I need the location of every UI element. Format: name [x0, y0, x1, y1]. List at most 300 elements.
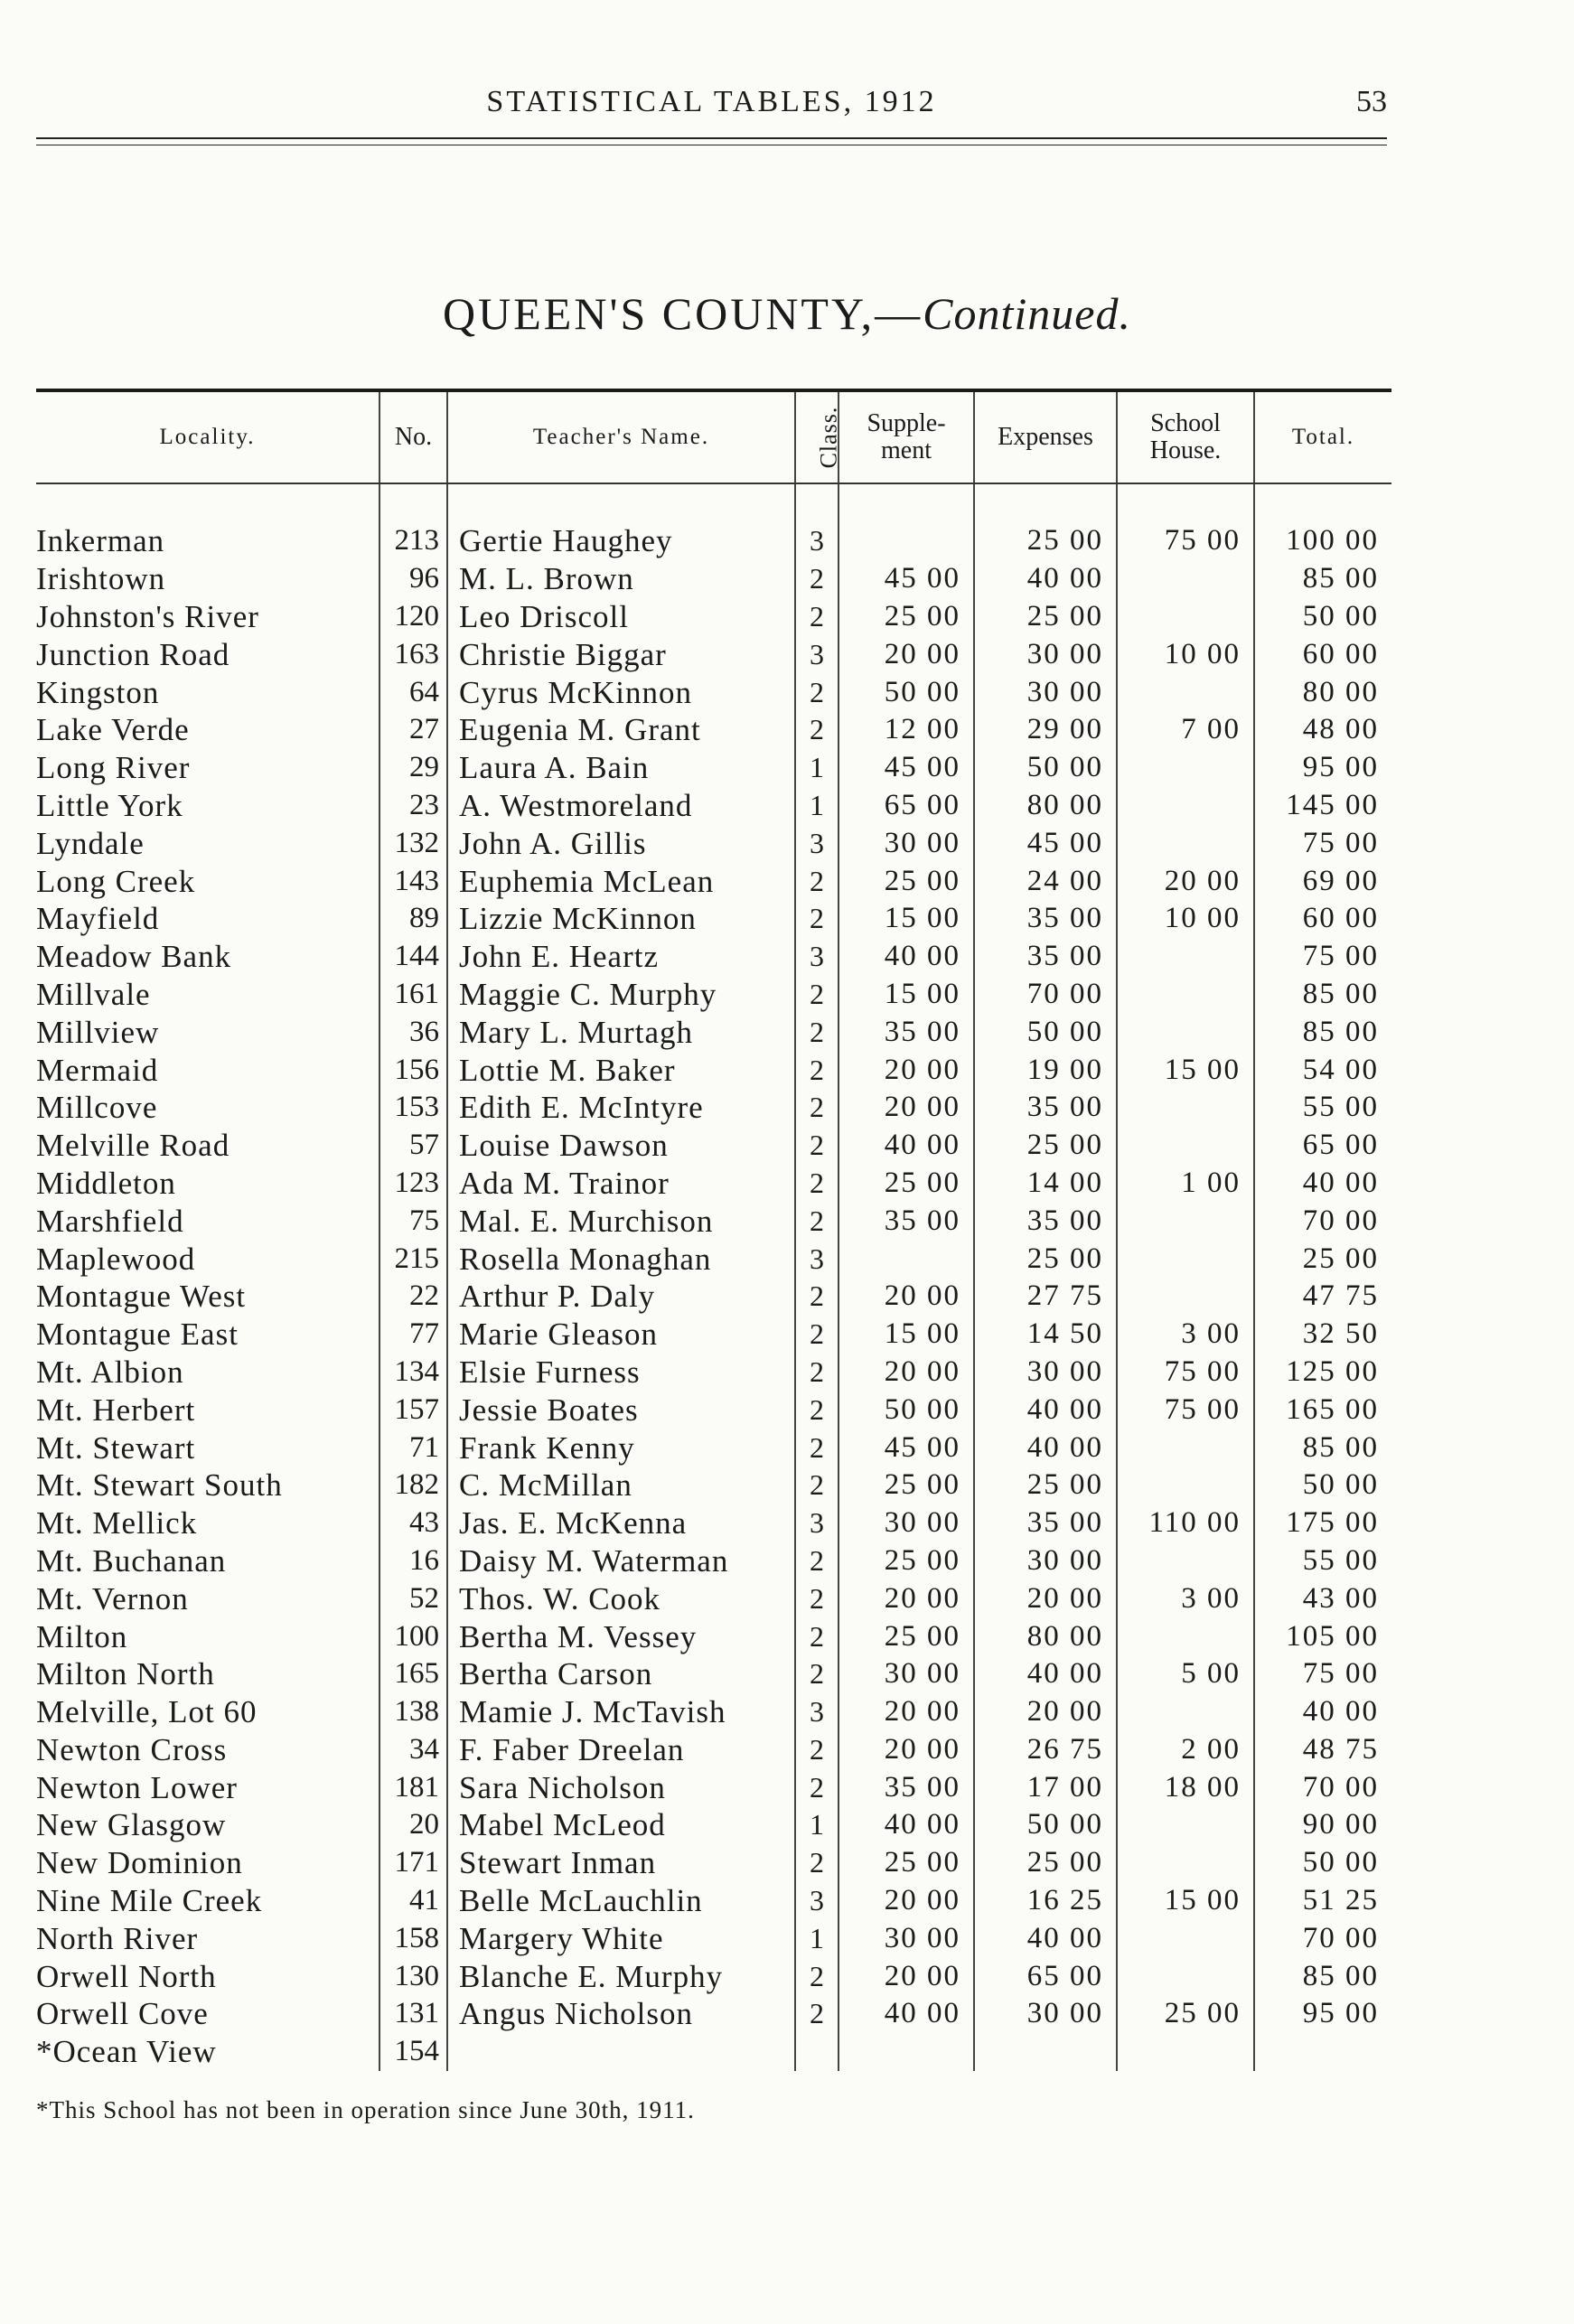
- cell-supplement: 15 00: [839, 1316, 974, 1354]
- cell-locality: Millview: [36, 1014, 160, 1050]
- cell-class: 2: [795, 711, 839, 749]
- cell-expenses: 50 00: [974, 1806, 1117, 1844]
- cell-expenses: 65 00: [974, 1957, 1117, 1995]
- cell-class: 2: [795, 1051, 839, 1089]
- column-no: No.: [379, 392, 447, 483]
- cell-teacher-name: [447, 2033, 795, 2071]
- cell-supplement: 12 00: [839, 711, 974, 749]
- cell-school-house: 2 00: [1117, 1731, 1254, 1769]
- cell-school-house: 75 00: [1117, 1354, 1254, 1392]
- cell-expenses: 25 00: [974, 1240, 1117, 1278]
- table-row: [36, 1957, 1391, 1995]
- cell-school-no: 181: [379, 1768, 447, 1806]
- cell-expenses: 25 00: [974, 1467, 1117, 1504]
- cell-class: 1: [795, 749, 839, 787]
- running-title: STATISTICAL TABLES, 1912: [486, 85, 937, 118]
- cell-locality: Long Creek: [36, 863, 196, 899]
- cell-supplement: [839, 522, 974, 560]
- cell-supplement: [839, 1240, 974, 1278]
- cell-total: 85 00: [1254, 1957, 1391, 1995]
- cell-teacher-name: Blanche E. Murphy: [447, 1957, 795, 1995]
- cell-class: 1: [795, 787, 839, 825]
- cell-class: 2: [795, 1165, 839, 1203]
- cell-supplement: 45 00: [839, 1429, 974, 1467]
- cell-class: 3: [795, 635, 839, 673]
- cell-expenses: 27 75: [974, 1278, 1117, 1316]
- cell-locality: Irishtown: [36, 561, 166, 597]
- cell-school-no: 100: [379, 1617, 447, 1655]
- cell-class: 2: [795, 598, 839, 636]
- cell-expenses: 35 00: [974, 1089, 1117, 1127]
- cell-school-house: 18 00: [1117, 1768, 1254, 1806]
- cell-locality: Meadow Bank: [36, 939, 232, 975]
- cell-total: 51 25: [1254, 1882, 1391, 1920]
- column-teacher: Teacher's Name.: [447, 392, 795, 483]
- table-row: [36, 1165, 1391, 1203]
- cell-supplement: 40 00: [839, 938, 974, 976]
- cell-teacher-name: Thos. W. Cook: [447, 1579, 795, 1617]
- cell-expenses: 40 00: [974, 1655, 1117, 1693]
- cell-expenses: 24 00: [974, 862, 1117, 900]
- cell-school-no: 43: [379, 1504, 447, 1542]
- cell-total: 175 00: [1254, 1504, 1391, 1542]
- cell-school-house: [1117, 1278, 1254, 1316]
- table-row: [36, 1995, 1391, 2033]
- cell-school-no: 64: [379, 673, 447, 711]
- cell-school-house: [1117, 1240, 1254, 1278]
- cell-supplement: 30 00: [839, 1504, 974, 1542]
- cell-locality: Little York: [36, 787, 183, 823]
- cell-teacher-name: Laura A. Bain: [447, 749, 795, 787]
- cell-class: 2: [795, 1995, 839, 2033]
- cell-expenses: 50 00: [974, 1013, 1117, 1051]
- cell-school-house: [1117, 1919, 1254, 1957]
- table-row: [36, 1731, 1391, 1769]
- cell-school-no: 77: [379, 1316, 447, 1354]
- cell-school-no: 23: [379, 787, 447, 825]
- cell-expenses: 16 25: [974, 1882, 1117, 1920]
- cell-class: 3: [795, 1504, 839, 1542]
- cell-school-no: 171: [379, 1844, 447, 1882]
- cell-school-no: 41: [379, 1882, 447, 1920]
- cell-expenses: 20 00: [974, 1693, 1117, 1731]
- table-row: [36, 598, 1391, 636]
- cell-class: 2: [795, 673, 839, 711]
- cell-school-no: 132: [379, 824, 447, 862]
- cell-expenses: 35 00: [974, 938, 1117, 976]
- table-row: [36, 862, 1391, 900]
- cell-school-house: [1117, 938, 1254, 976]
- cell-school-no: 165: [379, 1655, 447, 1693]
- cell-teacher-name: Bertha Carson: [447, 1655, 795, 1693]
- cell-locality: North River: [36, 1920, 199, 1956]
- cell-locality: Mt. Vernon: [36, 1580, 189, 1616]
- cell-expenses: 30 00: [974, 1354, 1117, 1392]
- cell-expenses: 25 00: [974, 1844, 1117, 1882]
- cell-school-house: 3 00: [1117, 1316, 1254, 1354]
- cell-teacher-name: Christie Biggar: [447, 635, 795, 673]
- table-row: [36, 673, 1391, 711]
- table-row: [36, 1429, 1391, 1467]
- cell-expenses: 19 00: [974, 1051, 1117, 1089]
- cell-school-house: 10 00: [1117, 635, 1254, 673]
- cell-locality: Mt. Albion: [36, 1354, 184, 1390]
- cell-teacher-name: Euphemia McLean: [447, 862, 795, 900]
- cell-locality: New Dominion: [36, 1845, 243, 1881]
- cell-locality: Newton Cross: [36, 1731, 228, 1767]
- cell-locality: Maplewood: [36, 1241, 196, 1277]
- cell-locality: Milton: [36, 1618, 128, 1654]
- cell-school-no: 144: [379, 938, 447, 976]
- county-title-main: QUEEN'S COUNTY,—: [443, 288, 923, 339]
- cell-school-house: 15 00: [1117, 1051, 1254, 1089]
- cell-locality: Milton North: [36, 1656, 215, 1692]
- cell-locality: New Glasgow: [36, 1807, 227, 1843]
- cell-teacher-name: Louise Dawson: [447, 1127, 795, 1165]
- cell-school-no: 27: [379, 711, 447, 749]
- cell-teacher-name: Edith E. McIntyre: [447, 1089, 795, 1127]
- cell-class: 2: [795, 1391, 839, 1429]
- cell-total: 75 00: [1254, 824, 1391, 862]
- cell-teacher-name: Rosella Monaghan: [447, 1240, 795, 1278]
- cell-supplement: 20 00: [839, 1957, 974, 1995]
- column-supplement-line2: ment: [881, 436, 932, 464]
- cell-teacher-name: Bertha M. Vessey: [447, 1617, 795, 1655]
- table-row: [36, 1655, 1391, 1693]
- table-row: [36, 1051, 1391, 1089]
- cell-class: 3: [795, 824, 839, 862]
- cell-school-no: 96: [379, 560, 447, 598]
- table-row: [36, 1127, 1391, 1165]
- cell-supplement: 40 00: [839, 1806, 974, 1844]
- cell-class: 2: [795, 862, 839, 900]
- cell-total: 60 00: [1254, 635, 1391, 673]
- county-title: [0, 287, 1574, 340]
- cell-school-house: [1117, 598, 1254, 636]
- table-row: [36, 1919, 1391, 1957]
- cell-teacher-name: Mal. E. Murchison: [447, 1202, 795, 1240]
- table-row: [36, 938, 1391, 976]
- cell-school-house: [1117, 1844, 1254, 1882]
- cell-school-no: 75: [379, 1202, 447, 1240]
- page-number: 53: [1356, 85, 1387, 118]
- cell-supplement: 25 00: [839, 1165, 974, 1203]
- column-locality: Locality.: [36, 392, 379, 483]
- cell-total: 80 00: [1254, 673, 1391, 711]
- cell-expenses: 30 00: [974, 635, 1117, 673]
- cell-supplement: 40 00: [839, 1995, 974, 2033]
- cell-supplement: 35 00: [839, 1202, 974, 1240]
- cell-total: 95 00: [1254, 1995, 1391, 2033]
- cell-class: 2: [795, 1013, 839, 1051]
- cell-total: 55 00: [1254, 1089, 1391, 1127]
- cell-class: 2: [795, 976, 839, 1014]
- cell-school-house: [1117, 749, 1254, 787]
- cell-school-no: 156: [379, 1051, 447, 1089]
- cell-supplement: 20 00: [839, 1693, 974, 1731]
- cell-locality: Johnston's River: [36, 598, 259, 634]
- cell-school-house: 110 00: [1117, 1504, 1254, 1542]
- table-row: [36, 1844, 1391, 1882]
- cell-locality: Montague East: [36, 1317, 239, 1353]
- cell-school-house: 3 00: [1117, 1579, 1254, 1617]
- cell-expenses: 14 00: [974, 1165, 1117, 1203]
- table-row: [36, 2033, 1391, 2071]
- cell-locality: Millcove: [36, 1090, 158, 1126]
- cell-locality: Montague West: [36, 1279, 247, 1315]
- cell-class: 3: [795, 1240, 839, 1278]
- cell-total: 54 00: [1254, 1051, 1391, 1089]
- cell-supplement: 20 00: [839, 1579, 974, 1617]
- cell-locality: Mermaid: [36, 1052, 159, 1088]
- cell-locality: Marshfield: [36, 1203, 184, 1239]
- cell-supplement: 30 00: [839, 1919, 974, 1957]
- cell-school-no: 134: [379, 1354, 447, 1392]
- table-row: [36, 1504, 1391, 1542]
- cell-school-no: 131: [379, 1995, 447, 2033]
- cell-class: 3: [795, 1693, 839, 1731]
- cell-locality: Long River: [36, 750, 191, 786]
- page-header: [36, 85, 1387, 130]
- cell-school-house: 25 00: [1117, 1995, 1254, 2033]
- cell-class: 3: [795, 938, 839, 976]
- cell-expenses: 80 00: [974, 1617, 1117, 1655]
- cell-class: [795, 2033, 839, 2071]
- cell-total: 65 00: [1254, 1127, 1391, 1165]
- cell-school-no: 52: [379, 1579, 447, 1617]
- cell-school-no: 138: [379, 1693, 447, 1731]
- cell-locality: Mt. Stewart South: [36, 1467, 283, 1504]
- column-total: Total.: [1254, 392, 1391, 483]
- cell-total: 55 00: [1254, 1542, 1391, 1580]
- cell-supplement: 20 00: [839, 1089, 974, 1127]
- cell-school-house: [1117, 976, 1254, 1014]
- table-row: [36, 749, 1391, 787]
- cell-class: 2: [795, 1278, 839, 1316]
- cell-school-house: 10 00: [1117, 900, 1254, 938]
- cell-class: 3: [795, 522, 839, 560]
- cell-teacher-name: Frank Kenny: [447, 1429, 795, 1467]
- cell-locality: *Ocean View: [36, 2034, 217, 2070]
- cell-total: 165 00: [1254, 1391, 1391, 1429]
- table-row: [36, 900, 1391, 938]
- cell-supplement: 35 00: [839, 1013, 974, 1051]
- cell-teacher-name: Mabel McLeod: [447, 1806, 795, 1844]
- cell-class: 2: [795, 1127, 839, 1165]
- cell-class: 1: [795, 1806, 839, 1844]
- cell-locality: Melville Road: [36, 1128, 230, 1164]
- cell-supplement: 20 00: [839, 1051, 974, 1089]
- cell-class: 2: [795, 1354, 839, 1392]
- cell-school-house: [1117, 1617, 1254, 1655]
- cell-total: 60 00: [1254, 900, 1391, 938]
- cell-total: 32 50: [1254, 1316, 1391, 1354]
- cell-locality: Newton Lower: [36, 1769, 238, 1805]
- cell-teacher-name: Gertie Haughey: [447, 522, 795, 560]
- table-row: [36, 1542, 1391, 1580]
- table-row: [36, 1240, 1391, 1278]
- footnote: *This School has not been in operation since June 30th, 1911.: [36, 2096, 695, 2123]
- cell-class: 3: [795, 1882, 839, 1920]
- cell-total: 85 00: [1254, 976, 1391, 1014]
- cell-school-no: 20: [379, 1806, 447, 1844]
- cell-school-no: 182: [379, 1467, 447, 1504]
- cell-supplement: 25 00: [839, 862, 974, 900]
- table-row: [36, 711, 1391, 749]
- cell-expenses: 17 00: [974, 1768, 1117, 1806]
- cell-school-house: [1117, 787, 1254, 825]
- cell-school-house: [1117, 1542, 1254, 1580]
- cell-school-no: 16: [379, 1542, 447, 1580]
- cell-supplement: 50 00: [839, 673, 974, 711]
- table-row: [36, 1768, 1391, 1806]
- cell-total: 43 00: [1254, 1579, 1391, 1617]
- cell-school-house: 15 00: [1117, 1882, 1254, 1920]
- cell-total: 50 00: [1254, 1844, 1391, 1882]
- cell-expenses: 80 00: [974, 787, 1117, 825]
- cell-total: 105 00: [1254, 1617, 1391, 1655]
- cell-expenses: 35 00: [974, 1202, 1117, 1240]
- cell-school-no: 120: [379, 598, 447, 636]
- cell-school-house: [1117, 560, 1254, 598]
- cell-supplement: 45 00: [839, 749, 974, 787]
- cell-class: 2: [795, 1542, 839, 1580]
- cell-locality: Kingston: [36, 674, 160, 710]
- cell-school-no: 71: [379, 1429, 447, 1467]
- cell-expenses: 14 50: [974, 1316, 1117, 1354]
- column-school-house-line2: House.: [1149, 436, 1222, 464]
- column-class-label: Class.: [815, 406, 842, 469]
- cell-teacher-name: Ada M. Trainor: [447, 1165, 795, 1203]
- cell-supplement: 30 00: [839, 1655, 974, 1693]
- cell-total: 95 00: [1254, 749, 1391, 787]
- cell-expenses: 30 00: [974, 1995, 1117, 2033]
- table-row: [36, 1278, 1391, 1316]
- cell-school-no: 158: [379, 1919, 447, 1957]
- cell-locality: Mt. Herbert: [36, 1392, 196, 1428]
- cell-class: 2: [795, 560, 839, 598]
- table-row: [36, 1617, 1391, 1655]
- cell-school-house: [1117, 1467, 1254, 1504]
- cell-school-no: 161: [379, 976, 447, 1014]
- cell-teacher-name: John A. Gillis: [447, 824, 795, 862]
- cell-total: 50 00: [1254, 598, 1391, 636]
- table-row: [36, 1467, 1391, 1504]
- cell-class: 2: [795, 1429, 839, 1467]
- table-row: [36, 1693, 1391, 1731]
- cell-supplement: [839, 2033, 974, 2071]
- cell-locality: Mayfield: [36, 901, 160, 937]
- column-supplement-line1: Supple-: [867, 409, 946, 437]
- cell-school-no: 29: [379, 749, 447, 787]
- cell-teacher-name: Margery White: [447, 1919, 795, 1957]
- column-school-house: [1117, 392, 1254, 483]
- cell-supplement: 20 00: [839, 1882, 974, 1920]
- cell-expenses: 30 00: [974, 673, 1117, 711]
- cell-school-no: 143: [379, 862, 447, 900]
- cell-locality: Lake Verde: [36, 712, 190, 748]
- cell-locality: Orwell Cove: [36, 1996, 209, 2032]
- table-row: [36, 1354, 1391, 1392]
- cell-total: 50 00: [1254, 1467, 1391, 1504]
- cell-teacher-name: Angus Nicholson: [447, 1995, 795, 2033]
- cell-school-house: 20 00: [1117, 862, 1254, 900]
- cell-school-house: [1117, 1693, 1254, 1731]
- cell-expenses: 35 00: [974, 900, 1117, 938]
- cell-locality: Orwell North: [36, 1958, 217, 1994]
- cell-total: 75 00: [1254, 1655, 1391, 1693]
- cell-supplement: 25 00: [839, 1467, 974, 1504]
- cell-school-house: [1117, 2033, 1254, 2071]
- cell-school-house: [1117, 1089, 1254, 1127]
- cell-expenses: [974, 2033, 1117, 2071]
- cell-teacher-name: John E. Heartz: [447, 938, 795, 976]
- cell-locality: Nine Mile Creek: [36, 1883, 263, 1919]
- cell-total: 85 00: [1254, 1429, 1391, 1467]
- cell-expenses: 40 00: [974, 560, 1117, 598]
- table-row: [36, 824, 1391, 862]
- cell-school-house: 5 00: [1117, 1655, 1254, 1693]
- cell-school-no: 154: [379, 2033, 447, 2071]
- cell-expenses: 35 00: [974, 1504, 1117, 1542]
- cell-class: 2: [795, 1617, 839, 1655]
- cell-expenses: 20 00: [974, 1579, 1117, 1617]
- table-row: [36, 635, 1391, 673]
- table-row: [36, 1089, 1391, 1127]
- cell-class: 2: [795, 1202, 839, 1240]
- cell-expenses: 70 00: [974, 976, 1117, 1014]
- cell-school-house: [1117, 1957, 1254, 1995]
- cell-class: 2: [795, 1467, 839, 1504]
- cell-supplement: 25 00: [839, 1617, 974, 1655]
- cell-supplement: 30 00: [839, 824, 974, 862]
- cell-teacher-name: Eugenia M. Grant: [447, 711, 795, 749]
- cell-school-no: 163: [379, 635, 447, 673]
- cell-school-no: 34: [379, 1731, 447, 1769]
- table-body: [36, 483, 1391, 2071]
- cell-teacher-name: F. Faber Dreelan: [447, 1731, 795, 1769]
- cell-teacher-name: Elsie Furness: [447, 1354, 795, 1392]
- cell-total: 85 00: [1254, 560, 1391, 598]
- cell-expenses: 45 00: [974, 824, 1117, 862]
- cell-supplement: 15 00: [839, 976, 974, 1014]
- cell-school-house: 75 00: [1117, 1391, 1254, 1429]
- cell-class: 2: [795, 1957, 839, 1995]
- table-row: [36, 1013, 1391, 1051]
- cell-expenses: 40 00: [974, 1429, 1117, 1467]
- cell-supplement: 20 00: [839, 1354, 974, 1392]
- cell-teacher-name: Jas. E. McKenna: [447, 1504, 795, 1542]
- table-row: [36, 1202, 1391, 1240]
- cell-locality: Middleton: [36, 1165, 176, 1201]
- table-header-row: [36, 392, 1391, 483]
- cell-supplement: 20 00: [839, 1278, 974, 1316]
- table-row: [36, 560, 1391, 598]
- cell-total: 75 00: [1254, 938, 1391, 976]
- cell-total: 47 75: [1254, 1278, 1391, 1316]
- cell-total: 125 00: [1254, 1354, 1391, 1392]
- cell-class: 2: [795, 1579, 839, 1617]
- cell-school-house: [1117, 673, 1254, 711]
- cell-school-house: 7 00: [1117, 711, 1254, 749]
- cell-school-no: 213: [379, 522, 447, 560]
- cell-school-no: 22: [379, 1278, 447, 1316]
- cell-class: 2: [795, 1768, 839, 1806]
- cell-school-house: [1117, 1806, 1254, 1844]
- cell-expenses: 26 75: [974, 1731, 1117, 1769]
- cell-class: 2: [795, 1316, 839, 1354]
- cell-locality: Millvale: [36, 976, 151, 1012]
